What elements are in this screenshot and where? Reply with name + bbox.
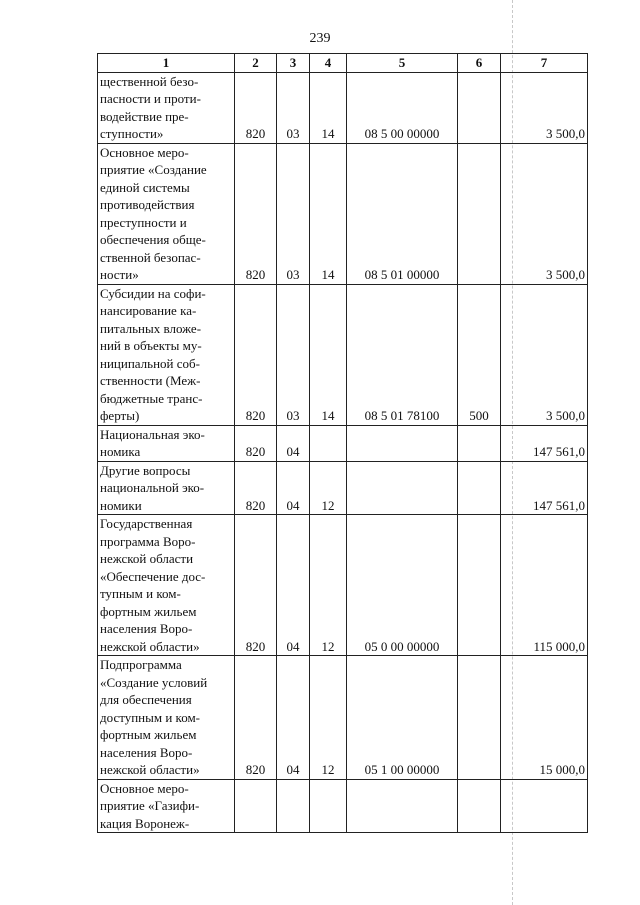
cell-target-item: 08 5 00 00000: [347, 72, 458, 143]
row-name: Государственная программа Воро- нежской области «Обеспечение дос- тупным и ком- фортным жильем населения Воро- нежской области»: [98, 515, 235, 656]
cell-target-item: 05 0 00 00000: [347, 515, 458, 656]
cell-subsection: [310, 779, 347, 833]
row-name: щественной безо- пасности и проти- водействие пре- ступности»: [98, 72, 235, 143]
cell-amount: [501, 779, 588, 833]
cell-section: 03: [277, 72, 310, 143]
cell-ministry-code: 820: [235, 284, 277, 425]
cell-expense-type: [458, 656, 501, 780]
column-header: 3: [277, 54, 310, 73]
cell-subsection: 14: [310, 72, 347, 143]
cell-subsection: [310, 425, 347, 461]
cell-amount: 3 500,0: [501, 72, 588, 143]
column-header: 7: [501, 54, 588, 73]
cell-target-item: [347, 461, 458, 515]
cell-amount: 147 561,0: [501, 425, 588, 461]
budget-table: [97, 53, 588, 833]
cell-target-item: 05 1 00 00000: [347, 656, 458, 780]
table-row: [98, 779, 588, 833]
cell-ministry-code: 820: [235, 461, 277, 515]
table-row: [98, 461, 588, 515]
row-name: Основное меро- приятие «Создание единой системы противодействия преступности и обеспечения обще- ственной безопас- ности»: [98, 143, 235, 284]
cell-target-item: 08 5 01 00000: [347, 143, 458, 284]
table-row: [98, 143, 588, 284]
cell-target-item: 08 5 01 78100: [347, 284, 458, 425]
table-row: [98, 515, 588, 656]
row-name: Основное меро- приятие «Газифи- кация Воронеж-: [98, 779, 235, 833]
page-number: 239: [309, 31, 331, 46]
cell-target-item: [347, 779, 458, 833]
row-name: Субсидии на софи- нансирование ка- питальных вложе- ний в объекты му- ниципальной соб- ственности (Меж- бюджетные транс- ферты): [98, 284, 235, 425]
table-row: [98, 284, 588, 425]
cell-subsection: 14: [310, 143, 347, 284]
cell-expense-type: [458, 779, 501, 833]
column-header: 5: [347, 54, 458, 73]
cell-ministry-code: 820: [235, 143, 277, 284]
cell-expense-type: [458, 72, 501, 143]
cell-section: 04: [277, 515, 310, 656]
cell-section: 03: [277, 143, 310, 284]
cell-amount: 115 000,0: [501, 515, 588, 656]
cell-ministry-code: 820: [235, 425, 277, 461]
cell-expense-type: [458, 425, 501, 461]
cell-expense-type: [458, 461, 501, 515]
cell-target-item: [347, 425, 458, 461]
column-header: 6: [458, 54, 501, 73]
cell-amount: 3 500,0: [501, 143, 588, 284]
cell-section: 04: [277, 425, 310, 461]
cell-subsection: 12: [310, 461, 347, 515]
row-name: Другие вопросы национальной эко- номики: [98, 461, 235, 515]
cell-amount: 3 500,0: [501, 284, 588, 425]
cell-expense-type: [458, 515, 501, 656]
column-header: 4: [310, 54, 347, 73]
cell-amount: 147 561,0: [501, 461, 588, 515]
cell-ministry-code: 820: [235, 656, 277, 780]
table-row: [98, 425, 588, 461]
cell-ministry-code: 820: [235, 72, 277, 143]
table-row: [98, 72, 588, 143]
cell-subsection: 12: [310, 656, 347, 780]
row-name: Подпрограмма «Создание условий для обеспечения доступным и ком- фортным жильем населения Воро- нежской области»: [98, 656, 235, 780]
cell-subsection: 12: [310, 515, 347, 656]
cell-ministry-code: [235, 779, 277, 833]
header-row: [98, 54, 588, 73]
cell-section: 04: [277, 461, 310, 515]
column-header: 1: [98, 54, 235, 73]
cell-ministry-code: 820: [235, 515, 277, 656]
cell-section: [277, 779, 310, 833]
cell-expense-type: [458, 143, 501, 284]
cell-section: 04: [277, 656, 310, 780]
cell-subsection: 14: [310, 284, 347, 425]
column-header: 2: [235, 54, 277, 73]
cell-section: 03: [277, 284, 310, 425]
cell-amount: 15 000,0: [501, 656, 588, 780]
row-name: Национальная эко- номика: [98, 425, 235, 461]
table-row: [98, 656, 588, 780]
cell-expense-type: 500: [458, 284, 501, 425]
